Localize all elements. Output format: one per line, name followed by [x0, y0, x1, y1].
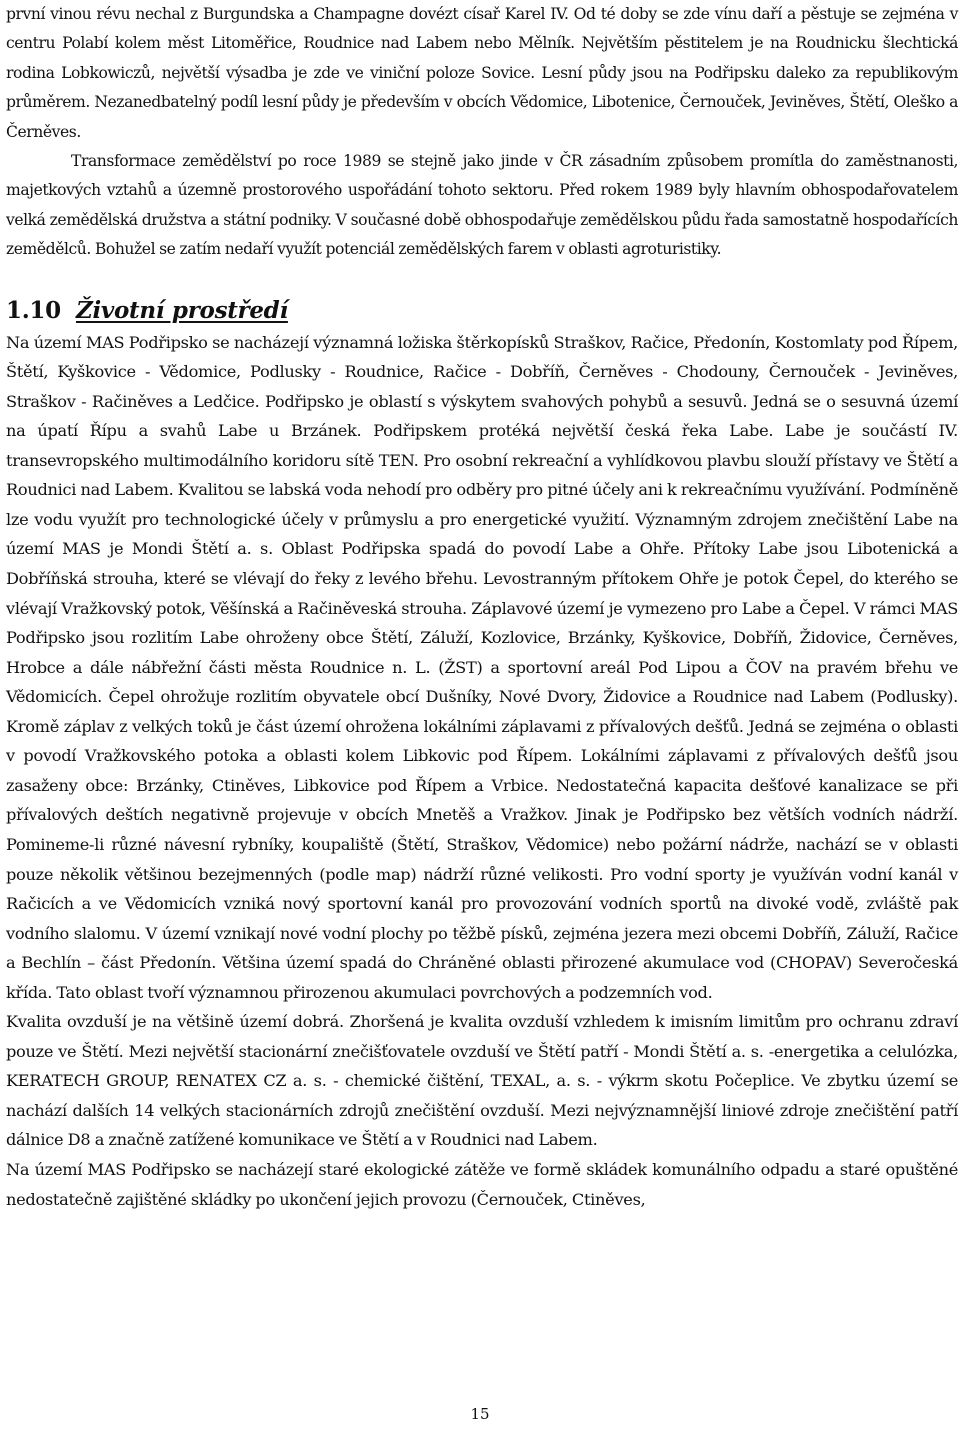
- ecological-burden-paragraph: Na území MAS Podřipsko se nacházejí staré ekologické zátěže ve formě skládek komunálního odpadu a staré opuštěné nedostatečně zajištěné skládky po ukončení jejich provozu (Černouček, Ctiněves,: [6, 1159, 958, 1209]
- document-content: [6, 0, 958, 1214]
- section-number: 1.10: [6, 296, 61, 324]
- section-title: Životní prostředí: [76, 296, 288, 324]
- environment-paragraph: Na území MAS Podřipsko se nacházejí významná ložiska štěrkopísků Straškov, Račice, Předonín, Kostomlaty pod Řípem, Štětí, Kyškovice - Vědomice, Podlusky - Roudnice, Račice - Dobříň, Černěves - Chodouny, Černouček - Jeviněves, Straškov - Račiněves a Ledčice. Podřipsko je oblastí s výskytem svahových pohybů a sesuvů. Jedná se o sesuvná území na úpatí Řípu a svahů Labe u Brzánek. Podřipskem protéká největší česká řeka Labe. Labe je součástí IV. transevropského multimodálního koridoru sítě TEN. Pro osobní rekreační a vyhlídkovou plavbu slouží přístavy ve Štětí a Roudnici nad Labem. Kvalitou se labská voda nehodí pro odběry pro pitné účely ani k rekreačnímu využívání. Podmíněně lze vodu využít pro technologické účely v průmyslu a pro energetické využití. Významným zdrojem znečištění Labe na území MAS je Mondi Štětí a. s. Oblast Podřipska spadá do povodí Labe a Ohře. Přítoky Labe jsou Libotenická a Dobříňská strouha, které se vlévají do řeky z levého břehu. Levostranným přítokem Ohře je potok Čepel, do kterého se vlévají Vražkovský potok, Věšínská a Račiněveská strouha. Záplavové území je vymezeno pro Labe a Čepel. V rámci MAS Podřipsko jsou rozlitím Labe ohroženy obce Štětí, Záluží, Kozlovice, Brzánky, Kyškovice, Dobříň, Židovice, Černěves, Hrobce a dále nábřežní části města Roudnice n. L. (ŽST) a sportovní areál Pod Lipou a ČOV na pravém břehu ve Vědomicích. Čepel ohrožuje rozlitím obyvatele obcí Dušníky, Nové Dvory, Židovice a Roudnice nad Labem (Podlusky). Kromě záplav z velkých toků je část území ohrožena lokálními záplavami z přívalových dešťů. Jedná se zejména o oblasti v povodí Vražkovského potoka a oblasti kolem Libkovic pod Řípem. Lokálními záplavami z přívalových dešťů jsou zasaženy obce: Brzánky, Ctiněves, Libkovice pod Řípem a Vrbice. Nedostatečná kapacita dešťové kanalizace se při přívalových deštích negativně projevuje v obcích Mnetěš a Vražkov. Jinak je Podřipsko bez větších vodních nádrží. Pomineme-li různé návesní rybníky, koupaliště (Štětí, Straškov, Vědomice) nebo požární nádrže, nachází se v oblasti pouze několik většinou bezejmenných (podle map) nádrží různé velikosti. Pro vodní sporty je využíván vodní kanál v Račicích a ve Vědomicích vzniká nový sportovní kanál pro provozování vodních sportů na divoké vodě, zvláště pak vodního slalomu. V území vznikají nové vodní plochy po těžbě písků, zejména jezera mezi obcemi Dobříň, Záluží, Račice a Bechlín – část Předonín. Většina území spadá do Chráněné oblasti přirozené akumulace vod (CHOPAV) Severočeská křída. Tato oblast tvoří významnou přirozenou akumulaci povrchových a podzemních vod.: [6, 332, 958, 1002]
- page-number: 15: [470, 1405, 490, 1423]
- section-heading: [6, 296, 958, 326]
- intro-paragraph: první vinou révu nechal z Burgundska a Champagne dovézt císař Karel IV. Od té doby se zde vínu daří a pěstuje se zejména v centru Polabí kolem měst Litoměřice, Roudnice nad Labem nebo Mělník. Největším pěstitelem je na Roudnicku šlechtická rodina Lobkowiczů, největší výsadba je zde ve viniční poloze Sovice. Lesní půdy jsou na Podřipsku daleko za republikovým průměrem. Nezanedbatelný podíl lesní půdy je především v obcích Vědomice, Libotenice, Černouček, Jeviněves, Štětí, Oleško a Černěves.: [6, 5, 958, 141]
- section-body: [6, 328, 958, 1214]
- agriculture-paragraph: Transformace zemědělství po roce 1989 se stejně jako jinde v ČR zásadním způsobem promítla do zaměstnanosti, majetkových vztahů a územně prostorového uspořádání tohoto sektoru. Před rokem 1989 byly hlavním obhospodařovatelem velká zemědělská družstva a státní podniky. V současné době obhospodařuje zemědělskou půdu řada samostatně hospodařících zemědělců. Bohužel se zatím nedaří využít potenciál zemědělských farem v oblasti agroturistiky.: [6, 152, 958, 259]
- air-quality-paragraph: Kvalita ovzduší je na většině území dobrá. Zhoršená je kvalita ovzduší vzhledem k imisním limitům pro ochranu zdraví pouze ve Štětí. Mezi největší stacionární znečišťovatele ovzduší ve Štětí patří - Mondi Štětí a. s. -energetika a celulózka, KERATECH GROUP, RENATEX CZ a. s. - chemické čištění, TEXAL, a. s. - výkrm skotu Počeplice. Ve zbytku území se nachází dalších 14 velkých stacionárních zdrojů znečištění ovzduší. Mezi nejvýznamnější liniové zdroje znečištění patří dálnice D8 a značně zatížené komunikace ve Štětí a v Roudnici nad Labem.: [6, 1012, 958, 1150]
